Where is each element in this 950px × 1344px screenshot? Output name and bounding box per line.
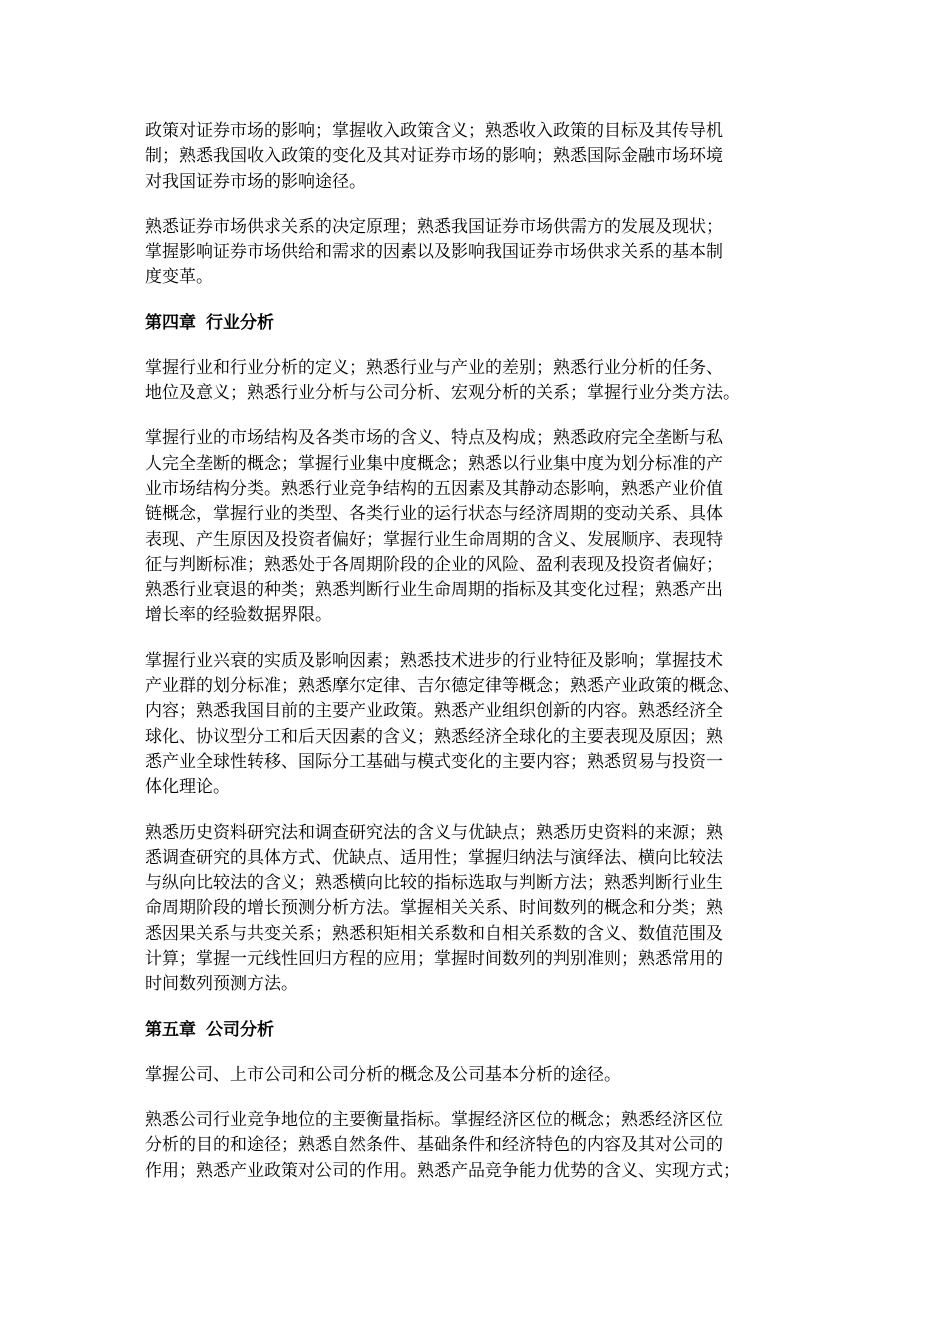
text-line: 分析的目的和途径；熟悉自然条件、基础条件和经济特色的内容及其对公司的 — [145, 1135, 723, 1156]
text-line: 政策对证券市场的影响；掌握收入政策含义；熟悉收入政策的目标及其传导机 — [145, 121, 723, 141]
chapter-number: 第四章 — [145, 312, 196, 333]
text-line: 掌握影响证券市场供给和需求的因素以及影响我国证券市场供求关系的基本制 — [145, 242, 723, 263]
text-line: 熟悉公司行业竞争地位的主要衡量指标。掌握经济区位的概念；熟悉经济区位 — [145, 1109, 723, 1130]
text-line: 悉调查研究的具体方式、优缺点、适用性；掌握归纳法与演绎法、横向比较法 — [145, 847, 723, 868]
text-line: 业市场结构分类。熟悉行业竞争结构的五因素及其静动态影响，熟悉产业价值 — [145, 478, 723, 499]
chapter-title: 公司分析 — [206, 1019, 274, 1040]
chapter-title: 行业分析 — [206, 312, 274, 333]
text-line: 命周期阶段的增长预测分析方法。掌握相关关系、时间数列的概念和分类；熟 — [145, 898, 723, 919]
text-line: 链概念，掌握行业的类型、各类行业的运行状态与经济周期的变动关系、具体 — [145, 504, 723, 525]
text-line: 球化、协议型分工和后天因素的含义；熟悉经济全球化的主要表现及原因；熟 — [145, 726, 723, 747]
text-line: 制；熟悉我国收入政策的变化及其对证券市场的影响；熟悉国际金融市场环境 — [145, 146, 723, 167]
paragraph-research-methods — [145, 821, 805, 998]
document-page — [145, 119, 805, 1184]
paragraph-income-policy — [145, 119, 805, 195]
text-line: 度变革。 — [145, 267, 213, 288]
text-line: 掌握行业兴衰的实质及影响因素；熟悉技术进步的行业特征及影响；掌握技术 — [145, 650, 723, 671]
text-line: 体化理论。 — [145, 777, 230, 798]
text-line: 征与判断标准；熟悉处于各周期阶段的企业的风险、盈利表现及投资者偏好； — [145, 554, 723, 575]
text-line: 熟悉证券市场供求关系的决定原理；熟悉我国证券市场供需方的发展及现状； — [145, 216, 723, 237]
text-line: 表现、产生原因及投资者偏好；掌握行业生命周期的含义、发展顺序、表现特 — [145, 529, 723, 550]
paragraph-industry-rise-decline — [145, 649, 805, 801]
text-line: 熟悉行业衰退的种类；熟悉判断行业生命周期的指标及其变化过程；熟悉产出 — [145, 580, 723, 601]
text-line: 对我国证券市场的影响途径。 — [145, 171, 366, 192]
text-line: 悉产业全球性转移、国际分工基础与模式变化的主要内容；熟悉贸易与投资一 — [145, 751, 723, 772]
chapter-heading-4 — [145, 311, 805, 336]
text-line: 增长率的经验数据界限。 — [145, 605, 332, 626]
text-line: 人完全垄断的概念；掌握行业集中度概念；熟悉以行业集中度为划分标准的产 — [145, 453, 723, 474]
text-line: 掌握行业的市场结构及各类市场的含义、特点及构成；熟悉政府完全垄断与私 — [145, 428, 723, 449]
text-line: 地位及意义；熟悉行业分析与公司分析、宏观分析的关系；掌握行业分类方法。 — [145, 383, 740, 404]
text-line: 时间数列预测方法。 — [145, 974, 298, 995]
chapter-heading-5 — [145, 1018, 805, 1043]
paragraph-company-analysis — [145, 1063, 805, 1088]
text-line: 计算；掌握一元线性回归方程的应用；掌握时间数列的判别准则；熟悉常用的 — [145, 949, 723, 970]
text-line: 掌握公司、上市公司和公司分析的概念及公司基本分析的途径。 — [145, 1064, 621, 1085]
text-line: 掌握行业和行业分析的定义；熟悉行业与产业的差别；熟悉行业分析的任务、 — [145, 357, 723, 378]
text-line: 内容；熟悉我国目前的主要产业政策。熟悉产业组织创新的内容。熟悉经济全 — [145, 701, 723, 722]
paragraph-industry-definition — [145, 356, 805, 407]
paragraph-market-structure — [145, 426, 805, 628]
text-line: 作用；熟悉产业政策对公司的作用。熟悉产品竞争能力优势的含义、实现方式； — [145, 1160, 740, 1181]
text-line: 产业群的划分标准；熟悉摩尔定律、吉尔德定律等概念；熟悉产业政策的概念、 — [145, 676, 740, 697]
text-line: 与纵向比较法的含义；熟悉横向比较的指标选取与判断方法；熟悉判断行业生 — [145, 873, 723, 894]
text-line: 悉因果关系与共变关系；熟悉积矩相关系数和自相关系数的含义、数值范围及 — [145, 923, 723, 944]
paragraph-competitive-position — [145, 1108, 805, 1184]
paragraph-supply-demand — [145, 215, 805, 291]
text-line: 熟悉历史资料研究法和调查研究法的含义与优缺点；熟悉历史资料的来源；熟 — [145, 822, 723, 843]
chapter-number: 第五章 — [145, 1019, 196, 1040]
